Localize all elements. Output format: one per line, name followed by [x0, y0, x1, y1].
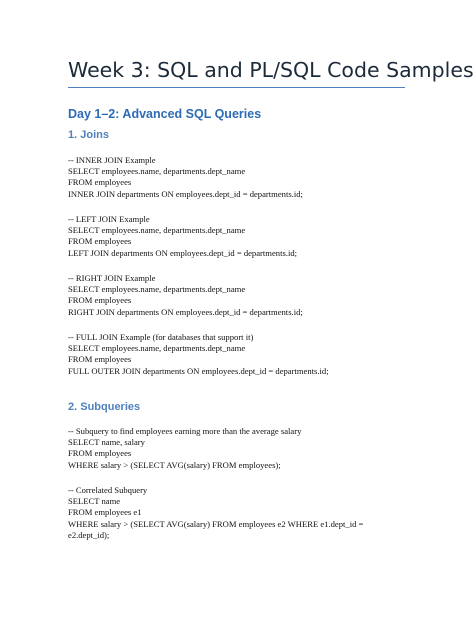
code-block-inner-join: [68, 155, 408, 200]
code-line: SELECT employees.name, departments.dept_name: [68, 225, 246, 236]
section-heading: Day 1–2: Advanced SQL Queries: [68, 107, 262, 121]
code-line: FROM employees: [68, 354, 132, 365]
code-block-correlated-subquery: [68, 485, 408, 541]
code-line: INNER JOIN departments ON employees.dept_id = departments.id;: [68, 188, 303, 199]
code-line: FULL OUTER JOIN departments ON employees.dept_id = departments.id;: [68, 365, 329, 376]
code-line: WHERE salary > (SELECT AVG(salary) FROM employees e2 WHERE e1.dept_id =: [68, 518, 364, 529]
code-line: -- FULL JOIN Example (for databases that support it): [68, 332, 254, 342]
title-underline: [68, 87, 405, 88]
code-block-left-join: [68, 214, 408, 259]
code-line: LEFT JOIN departments ON employees.dept_id = departments.id;: [68, 247, 298, 258]
code-line: FROM employees: [68, 236, 132, 247]
code-block-subquery: [68, 426, 408, 471]
subsection-heading-subqueries: 2. Subqueries: [68, 401, 141, 413]
code-line: WHERE salary > (SELECT AVG(salary) FROM employees);: [68, 459, 281, 470]
subsection-heading-joins: 1. Joins: [68, 129, 109, 141]
code-line: FROM employees e1: [68, 507, 142, 518]
code-line: e2.dept_id);: [68, 529, 110, 540]
code-line: SELECT name: [68, 496, 121, 507]
document-title: Week 3: SQL and PL/SQL Code Samples: [68, 58, 474, 82]
code-line: SELECT employees.name, departments.dept_name: [68, 343, 246, 354]
code-line: -- Subquery to find employees earning more than the average salary: [68, 426, 302, 436]
code-line: -- RIGHT JOIN Example: [68, 273, 156, 283]
code-line: FROM employees: [68, 295, 132, 306]
code-line: SELECT employees.name, departments.dept_name: [68, 284, 246, 295]
code-line: -- LEFT JOIN Example: [68, 214, 150, 224]
code-line: -- INNER JOIN Example: [68, 155, 156, 165]
code-line: FROM employees: [68, 177, 132, 188]
code-block-full-join: [68, 332, 408, 377]
code-line: SELECT name, salary: [68, 437, 145, 448]
code-line: -- Correlated Subquery: [68, 485, 148, 495]
code-line: FROM employees: [68, 448, 132, 459]
code-line: RIGHT JOIN departments ON employees.dept_id = departments.id;: [68, 306, 303, 317]
code-line: SELECT employees.name, departments.dept_name: [68, 166, 246, 177]
code-block-right-join: [68, 273, 408, 318]
